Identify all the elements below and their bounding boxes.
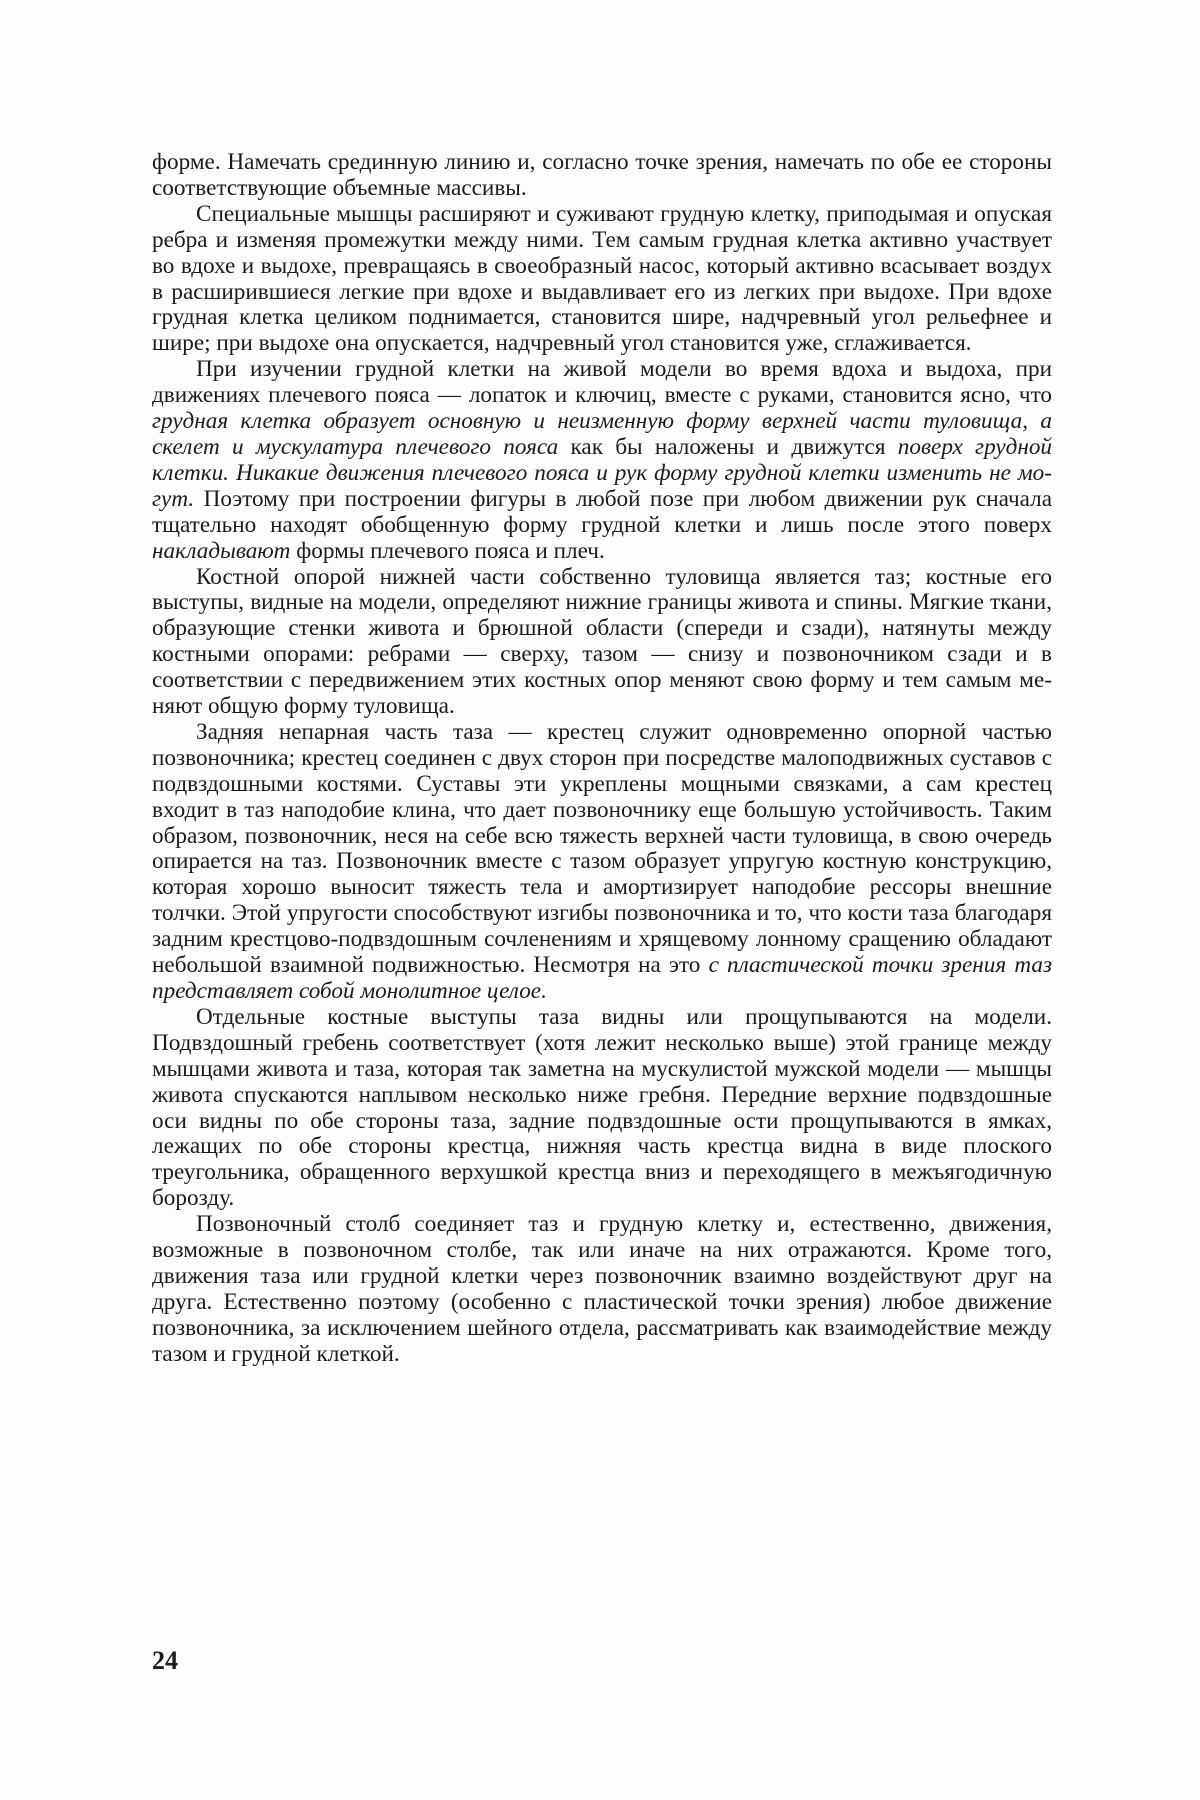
text-run: Костной опорой нижней части собственно туловища является таз; костные его выступы, видные на модели, определяют нижние границы живота и спины. Мягкие ткани, образующие стенки живота и брюшной области (спереди и сзади), натянуты между костными опорами: ребрами — сверху, тазом — снизу и позвоночником сзади и в соответствии с передвижением этих костных опор меняют свою форму и тем самым меняют общую форму туловища. bbox=[152, 563, 1052, 720]
paragraph bbox=[152, 1212, 1052, 1367]
paragraph bbox=[152, 150, 1052, 202]
paragraph bbox=[152, 720, 1052, 1005]
italic-text: накладывают bbox=[152, 537, 291, 564]
text-run: Позвоночный столб соединяет таз и грудную клетку и, естественно, движения, возможные в позвоночном столбе, так или иначе на них отражаются. Кроме того, движения таза или грудной клетки через позвоночник взаимно воздействуют друг на друга. Естественно поэтому (особенно с пластической точки зрения) любое движение позвоночника, за исключением шейного отдела, рассматривать как взаимодействие между тазом и грудной клеткой. bbox=[152, 1211, 1052, 1367]
italic-text: грудная клетка образует основную и неизменную форму верхней части туловища, а скелет и мускулатура плечевого пояса bbox=[152, 408, 1052, 460]
paragraph bbox=[152, 202, 1052, 357]
text-run: При изучении грудной клетки на живой модели во время вдоха и выдоха, при движениях плечевого пояса — лопаток и ключиц, вместе с руками, становится ясно, что bbox=[152, 356, 1052, 409]
text-run: Поэтому при построении фигуры в любой позе при любом движении рук сначала тщательно находят обобщенную форму грудной клетки и лишь после этого поверх bbox=[152, 485, 1052, 538]
italic-text: с пластической точки зрения таз представляет собой монолитное целое. bbox=[152, 952, 1052, 1004]
text-run: формы плечевого пояса и плеч. bbox=[290, 537, 605, 564]
text-run: Задняя непарная часть таза — крестец служит одновременно опорной частью позвоночника; крестец соединен с двух сторон при посредстве малоподвижных суставов с подвздошными костями. Суставы эти укреплены мощными связками, а сам крестец входит в таз наподобие клина, что дает позвоночнику еще большую устойчивость. Таким образом, позвоночник, неся на себе всю тяжесть верхней части туловища, в свою очередь опирается на таз. Позвоночник вместе с тазом образует упругую костную конструкцию, которая хорошо выносит тяжесть тела и амортизирует наподобие рессоры внешние толчки. Этой упругости способствуют изгибы позвоночника и то, что кости таза благодаря задним крестцово-подвздошным сочленениям и хрящевому лонному сращению обладают небольшой взаимной подвижностью. Несмотря на это bbox=[152, 718, 1052, 979]
body-text bbox=[152, 150, 1052, 1368]
italic-text: поверх грудной клетки. Никакие движения плечевого пояса и рук форму грудной клетки изменить не могут. bbox=[152, 433, 1053, 512]
text-run: как бы наложены и движутся bbox=[558, 433, 898, 460]
text-run: Специальные мышцы расширяют и суживают грудную клетку, приподымая и опуская ребра и изменяя промежутки между ними. Тем самым грудная клетка активно участвует во вдохе и выдохе, превращаясь в своеобразный насос, который активно всасывает воздух в расширившиеся легкие при вдохе и выдавливает его из легких при выдохе. При вдохе грудная клетка целиком поднимается, становится шире, надчревный угол рельефнее и шире; при выдохе она опускается, надчревный угол становится уже, сглаживается. bbox=[152, 200, 1052, 357]
text-run: Отдельные костные выступы таза видны или прощупываются на модели. Подвздошный гребень соответствует (хотя лежит несколько выше) этой границе между мышцами живота и таза, которая так заметна на мускулистой мужской модели — мышцы живота спускаются наплывом несколько ниже гребня. Передние верхние подвздошные оси видны по обе стороны таза, задние подвздошные ости прощупываются в ямках, лежащих по обе стороны крестца, нижняя часть крестца видна в виде плоского треугольника, обращенного верхушкой крестца вниз и переходящего в межъягодичную борозду. bbox=[152, 1003, 1052, 1212]
page-number: 24 bbox=[152, 1646, 178, 1675]
paragraph bbox=[152, 565, 1052, 720]
paragraph bbox=[152, 357, 1052, 564]
text-run: форме. Намечать срединную линию и, согласно точке зрения, намечать по обе ее стороны соответствующие объемные массивы. bbox=[152, 149, 1052, 201]
paragraph bbox=[152, 1005, 1052, 1212]
